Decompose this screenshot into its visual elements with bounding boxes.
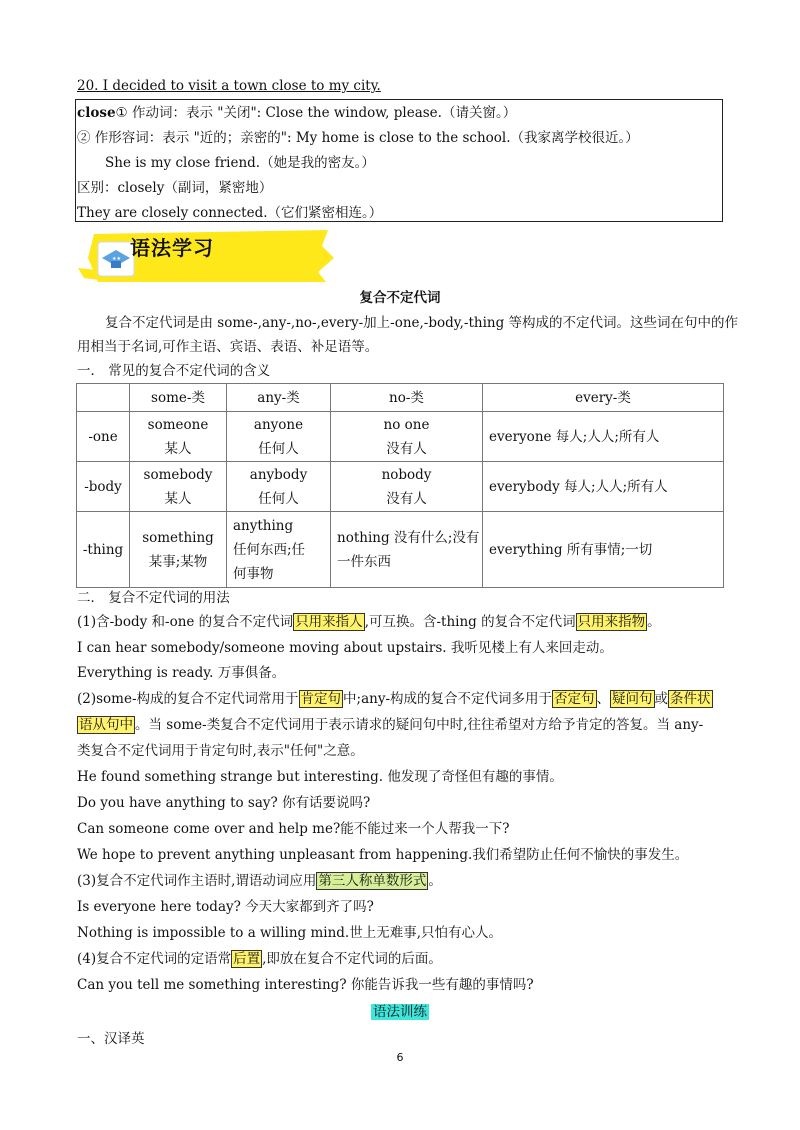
- vocab-line-1: [77, 104, 516, 122]
- vocab-line-3: She is my close friend.（她是我的密友。）: [105, 155, 375, 171]
- vocab-word: close: [77, 105, 116, 121]
- cell-word: no one: [383, 416, 430, 433]
- table-cell: [227, 462, 331, 512]
- cell-meaning: 何事物: [233, 565, 274, 582]
- svg-text:★★: ★★: [112, 256, 121, 262]
- table-row: [77, 462, 724, 512]
- table-header-cell: some-类: [130, 384, 227, 412]
- rule-2-text: 或: [654, 691, 669, 707]
- pronoun-table: [76, 383, 724, 588]
- table-header-cell: [77, 384, 130, 412]
- rule-3-text: 。: [428, 873, 442, 889]
- vocab-line-2: ② 作形容词：表示 "近的；亲密的": My home is close to the school.（我家离学校很近。）: [77, 130, 639, 146]
- cell-word: anybody: [249, 466, 308, 483]
- example-sentence: He found something strange but interesting. 他发现了奇怪但有趣的事情。: [77, 769, 563, 785]
- highlight: 只用来指物: [577, 614, 646, 630]
- cell-meaning: 某事;某物: [148, 553, 208, 570]
- highlight: 只用来指人: [295, 614, 363, 630]
- banner-title: 语法学习: [130, 236, 214, 260]
- table-row: [77, 412, 724, 462]
- example-sentence: We hope to prevent anything unpleasant from happening.我们希望防止任何不愉快的事发生。: [77, 847, 689, 863]
- highlight: 第三人称单数形式: [318, 873, 427, 889]
- table-header-cell: every-类: [483, 384, 724, 412]
- cell-word: something: [142, 529, 214, 546]
- rule-3: [77, 872, 442, 890]
- rule-1: [77, 613, 661, 631]
- cell-word: nothing 没有什么;没有: [337, 529, 480, 546]
- cell-meaning: 任何人: [258, 440, 299, 457]
- rule-4-text: (4)复合不定代词的定语常: [77, 951, 232, 967]
- rule-2-text: (2)some-构成的复合不定代词常用于: [77, 691, 299, 707]
- rule-1-text: ,可互换。含-thing 的复合不定代词: [364, 614, 576, 630]
- intro-line-1: 复合不定代词是由 some-,any-,no-,every-加上-one,-body,-thing 等构成的不定代词。这些词在句中的作: [105, 315, 739, 331]
- cell-meaning: 某人: [164, 490, 192, 507]
- example-sentence: Nothing is impossible to a willing mind.世上无难事,只怕有心人。: [77, 925, 503, 941]
- section-title: 复合不定代词: [359, 290, 441, 306]
- example-sentence: Can you tell me something interesting? 你能告诉我一些有趣的事情吗?: [77, 977, 534, 993]
- table-header-row: [77, 384, 724, 412]
- rule-3-text: (3)复合不定代词作主语时,谓语动词应用: [77, 873, 317, 889]
- rule-2-text: 。当 some-类复合不定代词用于表示请求的疑问句中时,往往希望对方给予肯定的答复。当 any-: [135, 717, 704, 733]
- rule-2-text: 、: [596, 691, 611, 707]
- example-sentence: Do you have anything to say? 你有话要说吗?: [77, 795, 371, 811]
- cell-meaning: 一件东西: [337, 553, 391, 570]
- cell-meaning: 没有人: [386, 440, 427, 457]
- rule-1-text: (1)含-body 和-one 的复合不定代词: [77, 614, 294, 630]
- vocab-line-1-text: ① 作动词：表示 "关闭": Close the window, please.（请关窗。）: [115, 105, 517, 121]
- header-sentence: 20. I decided to visit a town close to my city.: [77, 78, 381, 94]
- table-cell: [130, 412, 227, 462]
- example-sentence: Can someone come over and help me?能不能过来一个人帮我一下?: [77, 821, 510, 837]
- highlight: 肯定句: [300, 691, 342, 707]
- highlight: 疑问句: [612, 691, 653, 707]
- rule-2-text: 中;any-构成的复合不定代词多用于: [343, 691, 553, 707]
- example-sentence: Is everyone here today? 今天大家都到齐了吗?: [77, 899, 374, 915]
- cell-word: nobody: [381, 466, 432, 483]
- intro-line-2: 用相当于名词,可作主语、宾语、表语、补足语等。: [77, 339, 379, 355]
- cell-word: someone: [147, 416, 209, 433]
- training-label-wrap: [0, 1003, 800, 1021]
- table-cell: [331, 512, 483, 588]
- cell-meaning: 没有人: [386, 490, 427, 507]
- vocab-box: [75, 99, 723, 222]
- cell-word: somebody: [143, 466, 213, 483]
- table-row: [77, 512, 724, 588]
- example-sentence: I can hear somebody/someone moving about upstairs. 我听见楼上有人来回走动。: [77, 640, 613, 656]
- page-number: 6: [396, 1051, 404, 1064]
- table-cell: everybody 每人;人人;所有人: [483, 462, 724, 512]
- table-cell: [331, 412, 483, 462]
- vocab-line-4: 区别：closely（副词，紧密地）: [77, 180, 273, 196]
- rule-2: [77, 690, 713, 708]
- table-cell: [130, 462, 227, 512]
- grammar-banner: [78, 228, 336, 284]
- rule-4-text: ,即放在复合不定代词的后面。: [262, 951, 442, 967]
- rule-4: [77, 950, 442, 968]
- part1-title: 一． 常见的复合不定代词的含义: [77, 363, 271, 379]
- highlight: 语从句中: [79, 717, 133, 733]
- row-suffix: -thing: [77, 512, 130, 588]
- rule-2-cont: [77, 716, 703, 734]
- exercise-title: 一、汉译英: [77, 1031, 145, 1047]
- table-cell: [227, 512, 331, 588]
- table-cell: everything 所有事情;一切: [483, 512, 724, 588]
- table-cell: [331, 462, 483, 512]
- cell-word: anything: [233, 517, 294, 534]
- rule-2-cont: 类复合不定代词用于肯定句时,表示"任何"之意。: [77, 743, 364, 759]
- rule-1-text: 。: [647, 614, 661, 630]
- cell-word: anyone: [253, 416, 304, 433]
- highlight: 后置: [233, 951, 261, 967]
- cell-meaning: 任何人: [258, 490, 299, 507]
- vocab-line-5: They are closely connected.（它们紧密相连。）: [77, 205, 383, 221]
- cell-meaning: 某人: [164, 440, 192, 457]
- table-cell: [227, 412, 331, 462]
- table-header-cell: any-类: [227, 384, 331, 412]
- table-header-cell: no-类: [331, 384, 483, 412]
- highlight: 否定句: [554, 691, 595, 707]
- cell-meaning: 任何东西;任: [233, 541, 306, 558]
- training-label: 语法训练: [373, 1004, 427, 1020]
- table-cell: everyone 每人;人人;所有人: [483, 412, 724, 462]
- row-suffix: -one: [77, 412, 130, 462]
- example-sentence: Everything is ready. 万事俱备。: [77, 665, 286, 681]
- row-suffix: -body: [77, 462, 130, 512]
- highlight: 条件状: [670, 691, 711, 707]
- table-cell: [130, 512, 227, 588]
- part2-title: 二． 复合不定代词的用法: [77, 590, 230, 606]
